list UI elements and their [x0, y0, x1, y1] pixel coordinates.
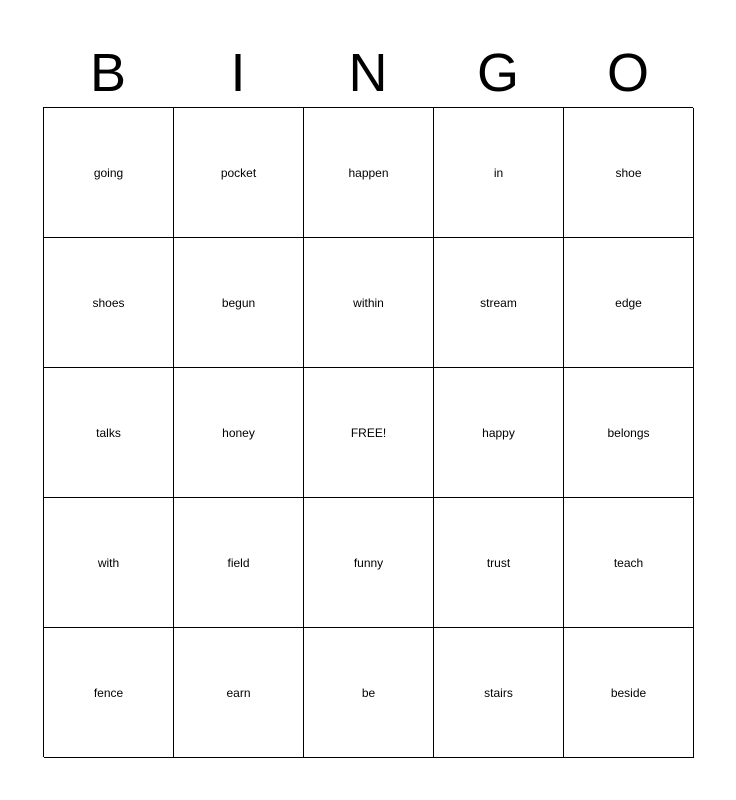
bingo-cell: earn — [174, 628, 304, 758]
bingo-cell: fence — [44, 628, 174, 758]
bingo-cell: going — [44, 108, 174, 238]
bingo-cell: beside — [564, 628, 694, 758]
bingo-cell: shoe — [564, 108, 694, 238]
bingo-cell: in — [434, 108, 564, 238]
bingo-cell: shoes — [44, 238, 174, 368]
bingo-cell: be — [304, 628, 434, 758]
bingo-cell: within — [304, 238, 434, 368]
bingo-cell: talks — [44, 368, 174, 498]
bingo-header — [43, 38, 693, 108]
header-letter-b: B — [89, 43, 127, 103]
bingo-cell: edge — [564, 238, 694, 368]
bingo-cell: field — [174, 498, 304, 628]
bingo-cell: begun — [174, 238, 304, 368]
bingo-cell: belongs — [564, 368, 694, 498]
free-space: FREE! — [304, 368, 434, 498]
bingo-cell: funny — [304, 498, 434, 628]
header-letter-g: G — [476, 43, 519, 103]
bingo-cell: pocket — [174, 108, 304, 238]
bingo-cell: happen — [304, 108, 434, 238]
bingo-board — [43, 107, 693, 757]
bingo-cell: honey — [174, 368, 304, 498]
bingo-cell: with — [44, 498, 174, 628]
bingo-cell: stream — [434, 238, 564, 368]
bingo-cell: happy — [434, 368, 564, 498]
bingo-cell: trust — [434, 498, 564, 628]
bingo-cell: teach — [564, 498, 694, 628]
header-letter-i: I — [230, 43, 246, 103]
bingo-cell: stairs — [434, 628, 564, 758]
header-letter-n: N — [348, 43, 388, 103]
header-letter-o: O — [606, 43, 649, 103]
